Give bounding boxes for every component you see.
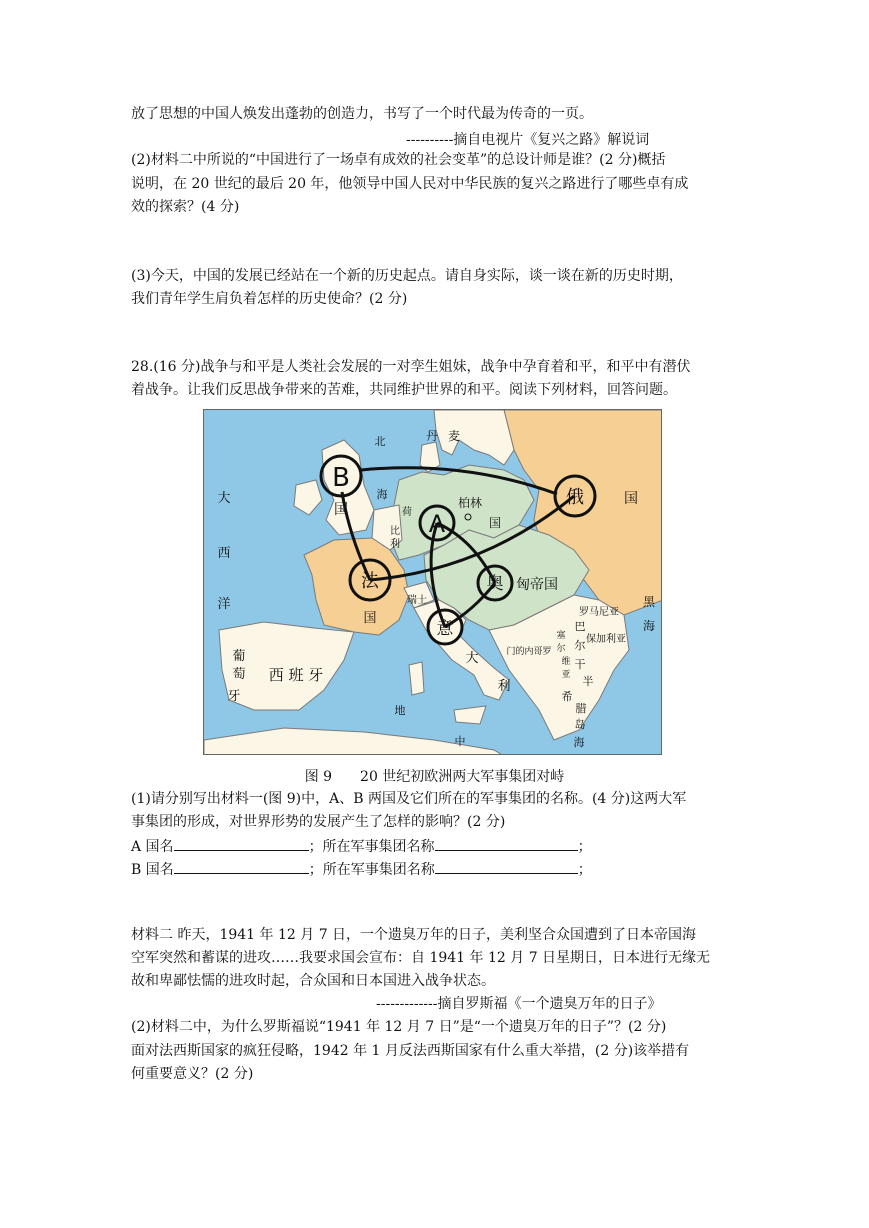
q27-part2-line1: (2)材料二中所说的“中国进行了一场卓有成效的社会变革”的总设计师是谁？(2 分)概括 [131, 152, 666, 168]
label-di: 地 [394, 704, 406, 717]
label-luomaniya: 罗马尼亚 [579, 607, 619, 618]
b-end-mark: ； [577, 862, 592, 878]
label-hei-1: 黑 [642, 595, 656, 609]
answer-row-a [131, 835, 592, 857]
q28-intro-line1: 28.(16 分)战争与和平是人类社会发展的一对孪生姐妹，战争中孕育着和平，和平中有潜伏 [131, 359, 691, 375]
label-bi-2: 利 [390, 539, 400, 550]
a-end-mark: ； [577, 839, 592, 855]
label-ya2: 亚 [561, 670, 571, 680]
label-dan: 丹 [425, 429, 439, 443]
label-bei: 北 [374, 435, 386, 448]
label-wei: 维 [561, 657, 571, 667]
q28-part1-line1: (1)请分别写出材料一(图 9)中，A、B 两国及它们所在的军事集团的名称。(4 分)这两大军 [131, 791, 687, 807]
label-fa: 法 [361, 571, 379, 592]
label-li2: 利 [497, 679, 511, 694]
b-bloc-label: ；所在军事集团名称 [308, 862, 435, 878]
label-xi2: 希 [561, 690, 573, 703]
label-fa-guo: 国 [363, 611, 377, 626]
label-menteneigeluo: 门的内哥罗 [506, 647, 552, 657]
label-bolin: 柏林 [457, 496, 483, 510]
b-country-blank[interactable] [174, 858, 309, 874]
label-e: 俄 [566, 487, 584, 508]
label-zhong: 中 [454, 735, 466, 748]
material2-line2: 空军突然和蓄谋的进攻……我要求国会宣布：自 1941 年 12 月 7 日星期日，日本进行无缘无 [131, 950, 711, 966]
label-da2: 大 [465, 651, 479, 666]
label-sai: 塞 [556, 631, 566, 641]
q27-part3-line1: (3)今天，中国的发展已经站在一个新的历史起点。请自身实际，谈一谈在新的历史时期， [131, 268, 683, 284]
label-yi: 意 [436, 619, 454, 639]
label-a: A [428, 510, 446, 538]
land-sardinia [409, 662, 424, 695]
europe-map-figure [203, 409, 662, 755]
label-dao: 岛 [574, 718, 586, 731]
label-ao-rest: 匈帝国 [516, 577, 558, 593]
label-he: 荷 [402, 507, 412, 518]
a-bloc-label: ；所在军事集团名称 [308, 839, 435, 855]
a-bloc-blank[interactable] [435, 835, 578, 851]
label-baojialiya: 保加利亚 [586, 634, 626, 645]
label-tao: 萄 [232, 667, 246, 682]
figure-caption: 图 9 20 世纪初欧洲两大军事集团对峙 [304, 769, 565, 785]
material1-source: ----------摘自电视片《复兴之路》解说词 [406, 132, 650, 148]
b-bloc-blank[interactable] [435, 858, 578, 874]
q27-part2-line3: 效的探索？(4 分) [131, 199, 240, 215]
material1-tail-line: 放了思想的中国人焕发出蓬勃的创造力，书写了一个时代最为传奇的一页。 [131, 106, 593, 122]
q28-part2-line2: 面对法西斯国家的疯狂侵略，1942 年 1 月反法西斯国家有什么重大举措，(2 分)该举措有 [131, 1043, 690, 1059]
label-yang: 洋 [217, 597, 231, 612]
q28-intro-line2: 着战争。让我们反思战争带来的苦难，共同维护世界的和平。阅读下列材料，回答问题。 [131, 382, 677, 398]
q28-part1-line2: 事集团的形成，对世界形势的发展产生了怎样的影响？(2 分) [131, 814, 506, 830]
label-er2: 尔 [574, 639, 586, 652]
a-country-label: A 国名 [131, 839, 174, 855]
label-b: B [332, 463, 350, 493]
material2-source: -------------摘自罗斯福《一个遗臭万年的日子》 [376, 996, 662, 1012]
q28-part2-line1: (2)材料二中，为什么罗斯福说“1941 年 12 月 7 日”是“一个遗臭万年的日子”？(2 分) [131, 1019, 667, 1035]
label-hei-2: 海 [642, 619, 656, 633]
q27-part2-line2: 说明，在 20 世纪的最后 20 年，他领导中国人民对中华民族的复兴之路进行了哪些卓有成 [131, 176, 689, 192]
label-ban: 半 [582, 675, 594, 688]
label-b-guo: 国 [334, 502, 348, 518]
label-ba: 巴 [574, 620, 586, 633]
label-hai: 海 [376, 488, 388, 501]
q28-part2-line3: 何重要意义？(2 分) [131, 1066, 254, 1082]
label-la: 腊 [575, 702, 587, 715]
label-hai2: 海 [573, 736, 585, 749]
label-gan: 干 [574, 658, 586, 671]
label-ruishi: 瑞士 [407, 595, 427, 606]
label-pu: 葡 [232, 649, 246, 664]
label-de-guo: 国 [488, 516, 502, 530]
label-ao: 奥 [486, 574, 504, 594]
label-xibanya: 西 班 牙 [268, 666, 324, 684]
material2-line3: 故和卑鄙怯懦的进攻时起，合众国和日本国进入战争状态。 [131, 973, 495, 989]
a-country-blank[interactable] [174, 835, 309, 851]
answer-row-b [131, 858, 592, 880]
label-xi: 西 [217, 546, 231, 561]
label-e-guo: 国 [624, 491, 638, 507]
b-country-label: B 国名 [131, 862, 174, 878]
label-bi-1: 比 [390, 526, 400, 537]
label-ya: 牙 [227, 689, 241, 704]
material2-line1: 材料二 昨天，1941 年 12 月 7 日，一个遗臭万年的日子，美利坚合众国遭到了日本帝国海 [131, 927, 697, 943]
label-da: 大 [217, 491, 231, 506]
q27-part3-line2: 我们青年学生肩负着怎样的历史使命？(2 分) [131, 291, 408, 307]
label-er: 尔 [556, 644, 566, 654]
label-mai: 麦 [447, 429, 461, 443]
